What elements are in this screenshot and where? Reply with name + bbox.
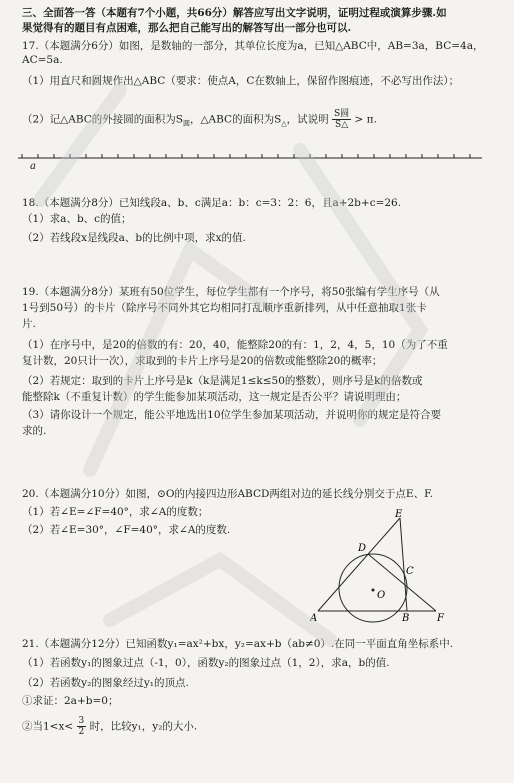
q21-sub2-suffix: 时，比较y₁，y₂的大小. (89, 720, 198, 733)
q17-stem-line2: AC=5a. (22, 54, 63, 66)
q19-part1-line2: 复计数，20只计一次），求取到的卡片上序号是20的倍数或能整除20的概率； (22, 355, 383, 367)
q17-part2 (22, 109, 377, 131)
q19-part2-line2: 能整除k（不重复计数）的学生能参加某项活动，这一规定是否公平？请说明理由； (22, 391, 407, 403)
section-header-line2: 果觉得有的题目有点困难，那么把自己能写出的解答写出一部分也可以. (22, 22, 352, 34)
q17-unit-label: a (30, 161, 36, 172)
label-a: A (310, 613, 318, 624)
q17-part2-mid: ，△ABC的面积为S (189, 113, 282, 126)
label-b: B (402, 613, 410, 624)
circle-o (339, 554, 410, 624)
q21-part2: （2）若函数y₂的图象经过y₁的顶点. (22, 677, 189, 689)
q19-part1-line1: （1）在序号中，是20的倍数的有：20，40，能整除20的有：1，2，4，5，10（为了不重 (22, 339, 448, 351)
q18-part2: （2）若线段x是线段a、b的比例中项，求x的值. (22, 232, 246, 244)
section-header-line1: 三、全面答一答（本题有7个小题，共66分）解答应写出文字说明，证明过程或演算步骤.如 (22, 7, 447, 19)
q18-stem: 18.（本题满分8分）已知线段a、b、c满足a：b：c=3：2：6，且a+2b+c=26. (22, 197, 402, 209)
q17-part2-end: > π. (354, 113, 377, 126)
q17-ratio-fraction (332, 109, 351, 130)
q17-sub-triangle: △ (281, 119, 287, 128)
q21-part1: （1）若函数y₁的图象过点（-1，0），函数y₂的图象过点（1，2），求a，b的值. (22, 657, 390, 669)
q18-part1: （1）求a、b、c的值； (22, 213, 132, 225)
center-dot (372, 589, 375, 592)
q17-part2-prefix: （2）记△ABC的外接圆的面积为S (22, 113, 183, 126)
q21-frac-den: 2 (78, 727, 85, 737)
q19-stem-line1: 19.（本题满分8分）某班有50位学生，每位学生都有一个序号，将50张编有学生序号（从 (22, 286, 440, 298)
label-e: E (395, 509, 403, 520)
q21-sub1: ①求证：2a+b=0； (22, 695, 119, 707)
q19-part3-line1: （3）请你设计一个规定，能公平地选出10位学生参加某项活动，并说明你的规定是符合要 (22, 409, 442, 421)
line-dcf (368, 554, 436, 611)
q17-part1: （1）用直尺和圆规作出△ABC（要求：使点A，C在数轴上，保留作图痕迹，不必写出作法）； (22, 75, 460, 87)
label-f: F (437, 613, 444, 624)
q21-stem: 21.（本题满分12分）已知函数y₁=ax²+bx，y₂=ax+b（ab≠0）.在同一平面直角坐标系中. (22, 638, 454, 650)
q21-fraction (77, 716, 87, 737)
q17-number-line (16, 150, 486, 172)
q20-part2: （2）若∠E=30°，∠F=40°，求∠A的度数. (22, 524, 231, 536)
q19-part2-line1: （2）若规定：取到的卡片上序号是k（k是满足1≤k≤50的整数），则序号是k的倍数或 (22, 375, 423, 387)
q21-sub2 (22, 716, 197, 737)
q20-figure (310, 508, 460, 624)
q17-part2-suffix: ，试说明 (286, 113, 329, 126)
q17-stem-line1: 17.（本题满分6分）如图，是数轴的一部分，其单位长度为a，已知△ABC中，AB=3a，BC=4a， (22, 40, 484, 52)
q17-sub-circle: 圆 (182, 119, 190, 128)
q21-frac-num: 3 (78, 716, 85, 726)
q19-stem-line3: 片. (22, 318, 36, 330)
q20-part1: （1）若∠E=∠F=40°，求∠A的度数； (22, 506, 209, 518)
line-ecb (400, 518, 407, 611)
label-c: C (406, 566, 414, 577)
q21-sub2-prefix: ②当1<x< (22, 720, 74, 733)
line-ade (318, 518, 400, 611)
q19-part3-line2: 求的. (22, 425, 47, 437)
label-o: O (377, 590, 386, 601)
q19-stem-line2: 1号到50号）的卡片（除序号不同外其它均相同打乱顺序重新排列，从中任意抽取1张卡 (22, 302, 427, 314)
q17-frac-num: S圆 (334, 109, 350, 119)
q20-stem: 20.（本题满分10分）如图，⊙O的内接四边形ABCD两组对边的延长线分别交于点E、F. (22, 488, 434, 500)
label-d: D (358, 543, 367, 554)
q17-frac-den: S△ (335, 120, 349, 130)
